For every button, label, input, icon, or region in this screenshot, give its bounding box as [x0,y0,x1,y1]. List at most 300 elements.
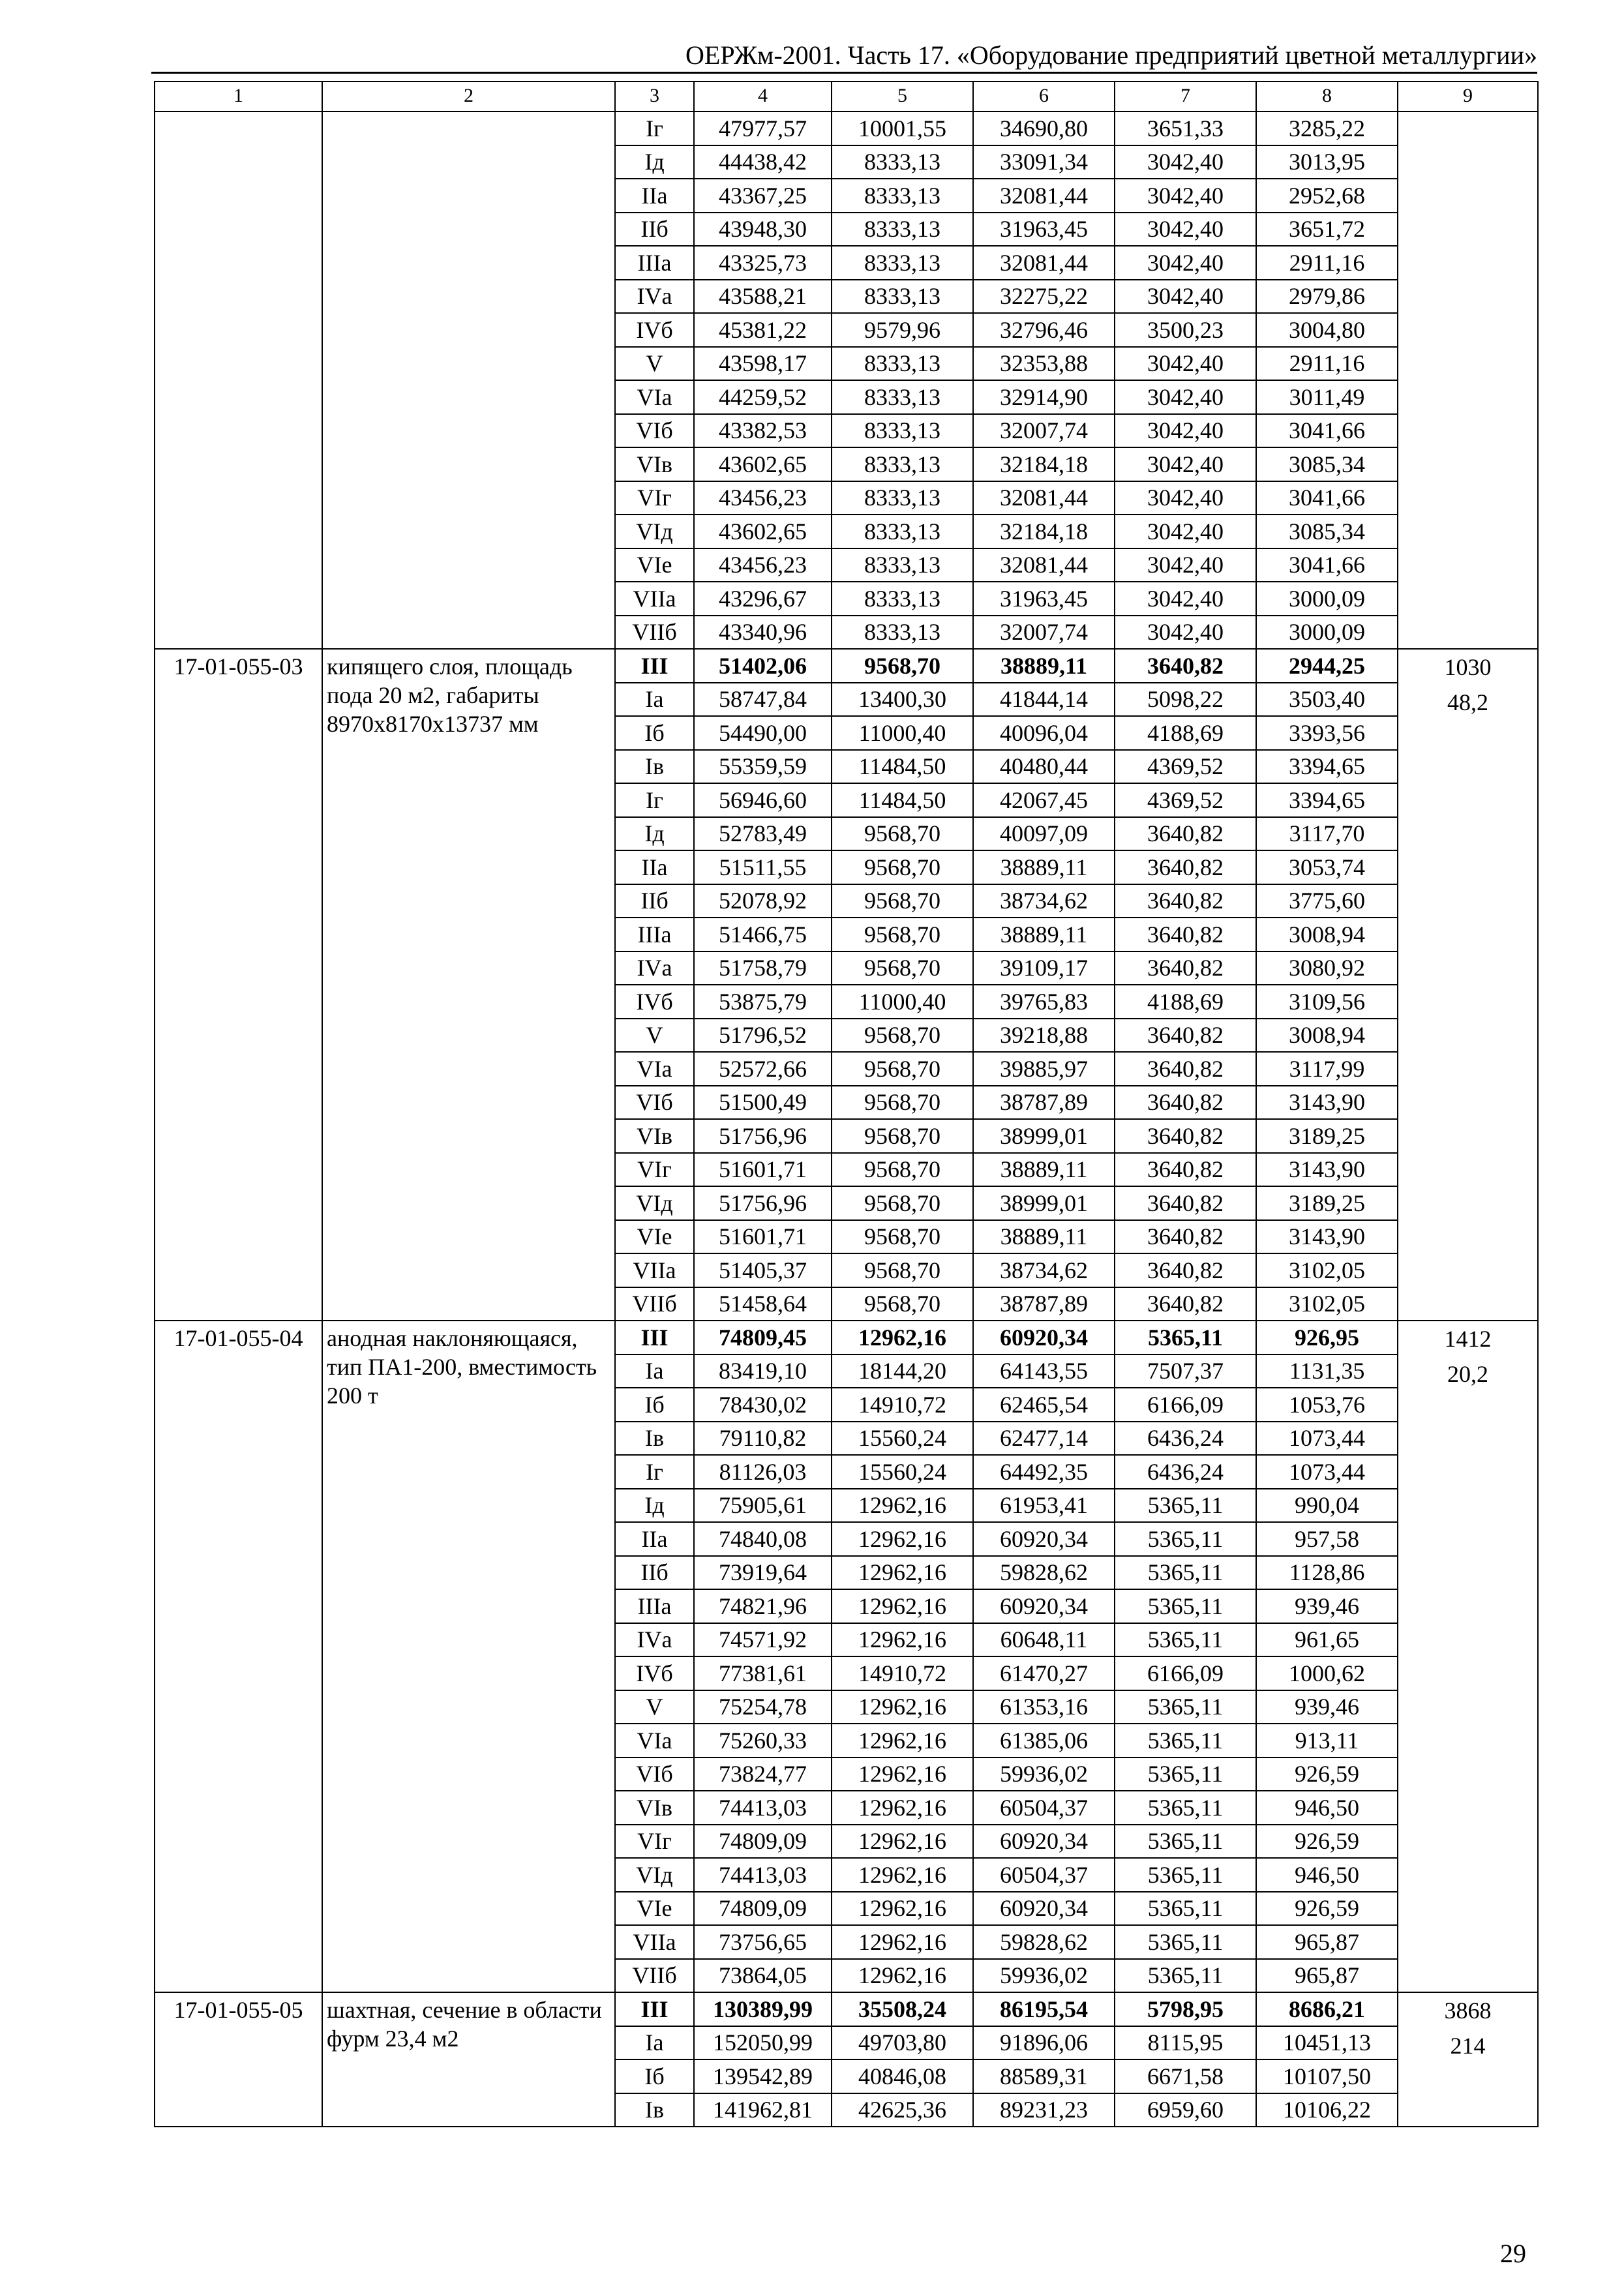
value-cell: 74413,03 [694,1858,832,1892]
class-cell: Iд [615,1489,694,1523]
resource-code-cell: 17-01-055-03 [155,649,322,1321]
value-cell: 60920,34 [973,1589,1115,1623]
value-cell: 3042,40 [1115,380,1256,414]
value-cell: 12962,16 [832,1892,973,1926]
class-cell: IVа [615,951,694,985]
column-number: 1 [155,82,322,112]
value-cell: 8333,13 [832,548,973,582]
value-cell: 3053,74 [1256,850,1398,884]
value-cell: 11484,50 [832,750,973,784]
value-cell: 2944,25 [1256,649,1398,683]
value-cell: 3042,40 [1115,481,1256,515]
value-cell: 61953,41 [973,1489,1115,1523]
value-cell: 946,50 [1256,1858,1398,1892]
value-cell: 3042,40 [1115,347,1256,381]
class-cell: VIIа [615,582,694,616]
class-cell: VIб [615,1086,694,1120]
value-cell: 32275,22 [973,280,1115,314]
column-number: 8 [1256,82,1398,112]
value-cell: 1053,76 [1256,1388,1398,1422]
column-number: 2 [322,82,615,112]
value-cell: 8333,13 [832,246,973,280]
value-cell: 51756,96 [694,1186,832,1220]
value-cell: 3640,82 [1115,1086,1256,1120]
class-cell: IIIа [615,1589,694,1623]
value-cell: 926,59 [1256,1758,1398,1791]
value-cell: 8333,13 [832,616,973,650]
value-cell: 3102,05 [1256,1287,1398,1321]
value-cell: 5365,11 [1115,1623,1256,1657]
value-cell: 3500,23 [1115,313,1256,347]
value-cell: 51796,52 [694,1019,832,1053]
class-cell: IVа [615,1623,694,1657]
column-number: 5 [832,82,973,112]
value-cell: 8686,21 [1256,1992,1398,2026]
value-cell: 3042,40 [1115,179,1256,213]
value-cell: 5365,11 [1115,1522,1256,1556]
value-cell: 60504,37 [973,1791,1115,1825]
value-cell: 38999,01 [973,1186,1115,1220]
table-row [155,112,1538,145]
value-cell: 32184,18 [973,515,1115,548]
class-cell: Iб [615,1388,694,1422]
value-cell: 31963,45 [973,582,1115,616]
value-cell: 3013,95 [1256,145,1398,179]
value-cell: 39109,17 [973,951,1115,985]
resource-code-cell: 17-01-055-04 [155,1321,322,1992]
value-cell: 5798,95 [1115,1992,1256,2026]
value-cell: 3008,94 [1256,918,1398,951]
value-cell: 8333,13 [832,145,973,179]
class-cell: Iг [615,112,694,145]
value-cell: 5365,11 [1115,1791,1256,1825]
class-cell: IVа [615,280,694,314]
value-cell: 3640,82 [1115,951,1256,985]
value-cell: 9568,70 [832,1287,973,1321]
column-number: 6 [973,82,1115,112]
value-cell: 3117,99 [1256,1052,1398,1086]
value-cell: 1073,44 [1256,1455,1398,1489]
class-cell: V [615,347,694,381]
value-cell: 51756,96 [694,1119,832,1153]
class-cell: VIе [615,1892,694,1926]
page-header: ОЕРЖм-2001. Часть 17. «Оборудование предприятий цветной металлургии» [685,40,1537,70]
class-cell: VIб [615,414,694,448]
value-cell: 3042,40 [1115,447,1256,481]
class-cell: Iа [615,683,694,717]
column-9-cell [1398,1321,1538,1992]
value-cell: 10107,50 [1256,2059,1398,2093]
value-cell: 3042,40 [1115,414,1256,448]
value-cell: 59828,62 [973,1556,1115,1590]
value-cell: 14910,72 [832,1656,973,1690]
value-cell: 926,95 [1256,1321,1398,1354]
column-9-value: 214 [1450,2033,1486,2059]
column-9-cell [1398,1992,1538,2127]
value-cell: 32914,90 [973,380,1115,414]
value-cell: 1000,62 [1256,1656,1398,1690]
value-cell: 60920,34 [973,1321,1115,1354]
class-cell: III [615,1321,694,1354]
value-cell: 9568,70 [832,1153,973,1187]
value-cell: 38889,11 [973,918,1115,951]
value-cell: 81126,03 [694,1455,832,1489]
value-cell: 38999,01 [973,1119,1115,1153]
value-cell: 3041,66 [1256,414,1398,448]
value-cell: 8333,13 [832,582,973,616]
value-cell: 12962,16 [832,1321,973,1354]
class-cell: VIе [615,548,694,582]
column-9-value: 1030 [1444,654,1492,680]
value-cell: 78430,02 [694,1388,832,1422]
value-cell: 32081,44 [973,246,1115,280]
value-cell: 43598,17 [694,347,832,381]
value-cell: 6166,09 [1115,1388,1256,1422]
resource-description-cell: анодная наклоняющаяся, тип ПА1-200, вместимость 200 т [322,1321,615,1992]
value-cell: 3102,05 [1256,1253,1398,1287]
value-cell: 38889,11 [973,1220,1115,1254]
class-cell: IVб [615,985,694,1019]
value-cell: 3393,56 [1256,716,1398,750]
column-9-value: 1412 [1444,1326,1492,1352]
value-cell: 74840,08 [694,1522,832,1556]
class-cell: VIIб [615,1959,694,1993]
value-cell: 5365,11 [1115,1825,1256,1859]
value-cell: 83419,10 [694,1354,832,1388]
value-cell: 52572,66 [694,1052,832,1086]
class-cell: III [615,649,694,683]
value-cell: 3080,92 [1256,951,1398,985]
value-cell: 59936,02 [973,1959,1115,1993]
value-cell: 2911,16 [1256,347,1398,381]
value-cell: 45381,22 [694,313,832,347]
value-cell: 74809,09 [694,1825,832,1859]
value-cell: 73824,77 [694,1758,832,1791]
value-cell: 64143,55 [973,1354,1115,1388]
value-cell: 54490,00 [694,716,832,750]
value-cell: 43588,21 [694,280,832,314]
value-cell: 3640,82 [1115,884,1256,918]
value-cell: 3143,90 [1256,1220,1398,1254]
value-cell: 3640,82 [1115,1253,1256,1287]
class-cell: VIIб [615,616,694,650]
value-cell: 4369,52 [1115,783,1256,817]
value-cell: 5365,11 [1115,1321,1256,1354]
class-cell: VIIа [615,1925,694,1959]
value-cell: 62477,14 [973,1422,1115,1456]
value-cell: 86195,54 [973,1992,1115,2026]
value-cell: 11000,40 [832,985,973,1019]
value-cell: 74809,45 [694,1321,832,1354]
value-cell: 3042,40 [1115,582,1256,616]
value-cell: 3640,82 [1115,850,1256,884]
value-cell: 32007,74 [973,414,1115,448]
value-cell: 51405,37 [694,1253,832,1287]
value-cell: 9568,70 [832,1052,973,1086]
resource-code-cell [155,112,322,649]
class-cell: Iг [615,1455,694,1489]
value-cell: 43456,23 [694,481,832,515]
value-cell: 3109,56 [1256,985,1398,1019]
value-cell: 74821,96 [694,1589,832,1623]
value-cell: 74413,03 [694,1791,832,1825]
value-cell: 3640,82 [1115,817,1256,851]
value-cell: 91896,06 [973,2026,1115,2060]
column-9-cell [1398,649,1538,1321]
value-cell: 9579,96 [832,313,973,347]
value-cell: 1128,86 [1256,1556,1398,1590]
value-cell: 7507,37 [1115,1354,1256,1388]
value-cell: 10106,22 [1256,2093,1398,2127]
class-cell: Iв [615,750,694,784]
value-cell: 38889,11 [973,649,1115,683]
value-cell: 12962,16 [832,1791,973,1825]
value-cell: 73919,64 [694,1556,832,1590]
value-cell: 3640,82 [1115,1019,1256,1053]
value-cell: 12962,16 [832,1522,973,1556]
class-cell: IVб [615,313,694,347]
value-cell: 3011,49 [1256,380,1398,414]
value-cell: 51511,55 [694,850,832,884]
class-cell: Iв [615,1422,694,1456]
value-cell: 14910,72 [832,1388,973,1422]
value-cell: 53875,79 [694,985,832,1019]
value-cell: 43602,65 [694,515,832,548]
value-cell: 13400,30 [832,683,973,717]
class-cell: IIIа [615,246,694,280]
value-cell: 42067,45 [973,783,1115,817]
value-cell: 52078,92 [694,884,832,918]
class-cell: Iб [615,2059,694,2093]
class-cell: IIа [615,850,694,884]
value-cell: 5365,11 [1115,1925,1256,1959]
value-cell: 5365,11 [1115,1556,1256,1590]
value-cell: 12962,16 [832,1858,973,1892]
class-cell: IIIа [615,918,694,951]
value-cell: 64492,35 [973,1455,1115,1489]
value-cell: 9568,70 [832,884,973,918]
value-cell: 4369,52 [1115,750,1256,784]
value-cell: 51402,06 [694,649,832,683]
value-cell: 56946,60 [694,783,832,817]
value-cell: 3189,25 [1256,1119,1398,1153]
value-cell: 43325,73 [694,246,832,280]
value-cell: 58747,84 [694,683,832,717]
value-cell: 1073,44 [1256,1422,1398,1456]
value-cell: 5365,11 [1115,1489,1256,1523]
value-cell: 62465,54 [973,1388,1115,1422]
value-cell: 39765,83 [973,985,1115,1019]
class-cell: IVб [615,1656,694,1690]
value-cell: 926,59 [1256,1825,1398,1859]
value-cell: 60920,34 [973,1825,1115,1859]
resource-code-cell: 17-01-055-05 [155,1992,322,2127]
value-cell: 38734,62 [973,1253,1115,1287]
value-cell: 38787,89 [973,1287,1115,1321]
value-cell: 9568,70 [832,918,973,951]
value-cell: 3394,65 [1256,750,1398,784]
value-cell: 61353,16 [973,1690,1115,1724]
class-cell: III [615,1992,694,2026]
value-cell: 2911,16 [1256,246,1398,280]
value-cell: 10001,55 [832,112,973,145]
value-cell: 3143,90 [1256,1086,1398,1120]
value-cell: 88589,31 [973,2059,1115,2093]
value-cell: 8333,13 [832,179,973,213]
class-cell: Iг [615,783,694,817]
value-cell: 43340,96 [694,616,832,650]
value-cell: 9568,70 [832,649,973,683]
value-cell: 33091,34 [973,145,1115,179]
value-cell: 8333,13 [832,447,973,481]
value-cell: 3041,66 [1256,481,1398,515]
value-cell: 38889,11 [973,850,1115,884]
value-cell: 3640,82 [1115,1220,1256,1254]
value-cell: 926,59 [1256,1892,1398,1926]
value-cell: 12962,16 [832,1589,973,1623]
value-cell: 73756,65 [694,1925,832,1959]
value-cell: 141962,81 [694,2093,832,2127]
table-row [155,649,1538,683]
value-cell: 18144,20 [832,1354,973,1388]
value-cell: 5098,22 [1115,683,1256,717]
value-cell: 3000,09 [1256,582,1398,616]
table-row [155,1992,1538,2026]
value-cell: 3042,40 [1115,515,1256,548]
value-cell: 55359,59 [694,750,832,784]
value-cell: 40480,44 [973,750,1115,784]
value-cell: 5365,11 [1115,1892,1256,1926]
class-cell: VIIб [615,1287,694,1321]
value-cell: 74571,92 [694,1623,832,1657]
column-9-cell [1398,112,1538,649]
value-cell: 939,46 [1256,1690,1398,1724]
value-cell: 44438,42 [694,145,832,179]
value-cell: 61385,06 [973,1724,1115,1758]
value-cell: 51601,71 [694,1220,832,1254]
value-cell: 3640,82 [1115,1287,1256,1321]
value-cell: 60920,34 [973,1892,1115,1926]
value-cell: 79110,82 [694,1422,832,1456]
value-cell: 41844,14 [973,683,1115,717]
value-cell: 5365,11 [1115,1858,1256,1892]
class-cell: Iа [615,1354,694,1388]
value-cell: 3285,22 [1256,112,1398,145]
value-cell: 990,04 [1256,1489,1398,1523]
value-cell: 3117,70 [1256,817,1398,851]
value-cell: 73864,05 [694,1959,832,1993]
value-cell: 3042,40 [1115,548,1256,582]
class-cell: VIд [615,1858,694,1892]
value-cell: 5365,11 [1115,1589,1256,1623]
resource-description-cell: шахтная, сечение в области фурм 23,4 м2 [322,1992,615,2127]
value-cell: 3394,65 [1256,783,1398,817]
value-cell: 12962,16 [832,1825,973,1859]
value-cell: 32081,44 [973,548,1115,582]
value-cell: 965,87 [1256,1925,1398,1959]
value-cell: 51601,71 [694,1153,832,1187]
value-cell: 9568,70 [832,1086,973,1120]
value-cell: 60920,34 [973,1522,1115,1556]
value-cell: 51500,49 [694,1086,832,1120]
value-cell: 44259,52 [694,380,832,414]
class-cell: VIа [615,1724,694,1758]
value-cell: 47977,57 [694,112,832,145]
value-cell: 8333,13 [832,347,973,381]
value-cell: 3085,34 [1256,515,1398,548]
value-cell: 11000,40 [832,716,973,750]
class-cell: VIIа [615,1253,694,1287]
value-cell: 39218,88 [973,1019,1115,1053]
class-cell: VIа [615,380,694,414]
column-number: 7 [1115,82,1256,112]
value-cell: 5365,11 [1115,1758,1256,1791]
value-cell: 51458,64 [694,1287,832,1321]
value-cell: 38787,89 [973,1086,1115,1120]
value-cell: 946,50 [1256,1791,1398,1825]
value-cell: 965,87 [1256,1959,1398,1993]
value-cell: 60504,37 [973,1858,1115,1892]
value-cell: 51466,75 [694,918,832,951]
value-cell: 152050,99 [694,2026,832,2060]
value-cell: 75905,61 [694,1489,832,1523]
value-cell: 32353,88 [973,347,1115,381]
column-9-value: 20,2 [1447,1361,1488,1387]
header-rule [151,72,1537,74]
class-cell: V [615,1690,694,1724]
value-cell: 3000,09 [1256,616,1398,650]
class-cell: VIб [615,1758,694,1791]
table-body [155,82,1538,2127]
value-cell: 3640,82 [1115,649,1256,683]
value-cell: 12962,16 [832,1623,973,1657]
class-cell: VIг [615,1825,694,1859]
table-row [155,1321,1538,1354]
value-cell: 38734,62 [973,884,1115,918]
value-cell: 5365,11 [1115,1724,1256,1758]
value-cell: 12962,16 [832,1959,973,1993]
value-cell: 3189,25 [1256,1186,1398,1220]
page-number: 29 [1500,2239,1526,2268]
value-cell: 35508,24 [832,1992,973,2026]
value-cell: 74809,09 [694,1892,832,1926]
class-cell: IIа [615,1522,694,1556]
class-cell: VIг [615,1153,694,1187]
value-cell: 77381,61 [694,1656,832,1690]
value-cell: 34690,80 [973,112,1115,145]
class-cell: VIв [615,1791,694,1825]
value-cell: 9568,70 [832,817,973,851]
class-cell: VIд [615,515,694,548]
value-cell: 6671,58 [1115,2059,1256,2093]
value-cell: 3651,72 [1256,213,1398,247]
value-cell: 3008,94 [1256,1019,1398,1053]
class-cell: IIб [615,213,694,247]
value-cell: 3640,82 [1115,918,1256,951]
rates-table [154,81,1539,2127]
value-cell: 3042,40 [1115,213,1256,247]
value-cell: 43456,23 [694,548,832,582]
class-cell: Iв [615,2093,694,2127]
class-cell: VIе [615,1220,694,1254]
value-cell: 39885,97 [973,1052,1115,1086]
value-cell: 6959,60 [1115,2093,1256,2127]
class-cell: VIв [615,447,694,481]
value-cell: 961,65 [1256,1623,1398,1657]
value-cell: 3042,40 [1115,280,1256,314]
value-cell: 8115,95 [1115,2026,1256,2060]
value-cell: 913,11 [1256,1724,1398,1758]
